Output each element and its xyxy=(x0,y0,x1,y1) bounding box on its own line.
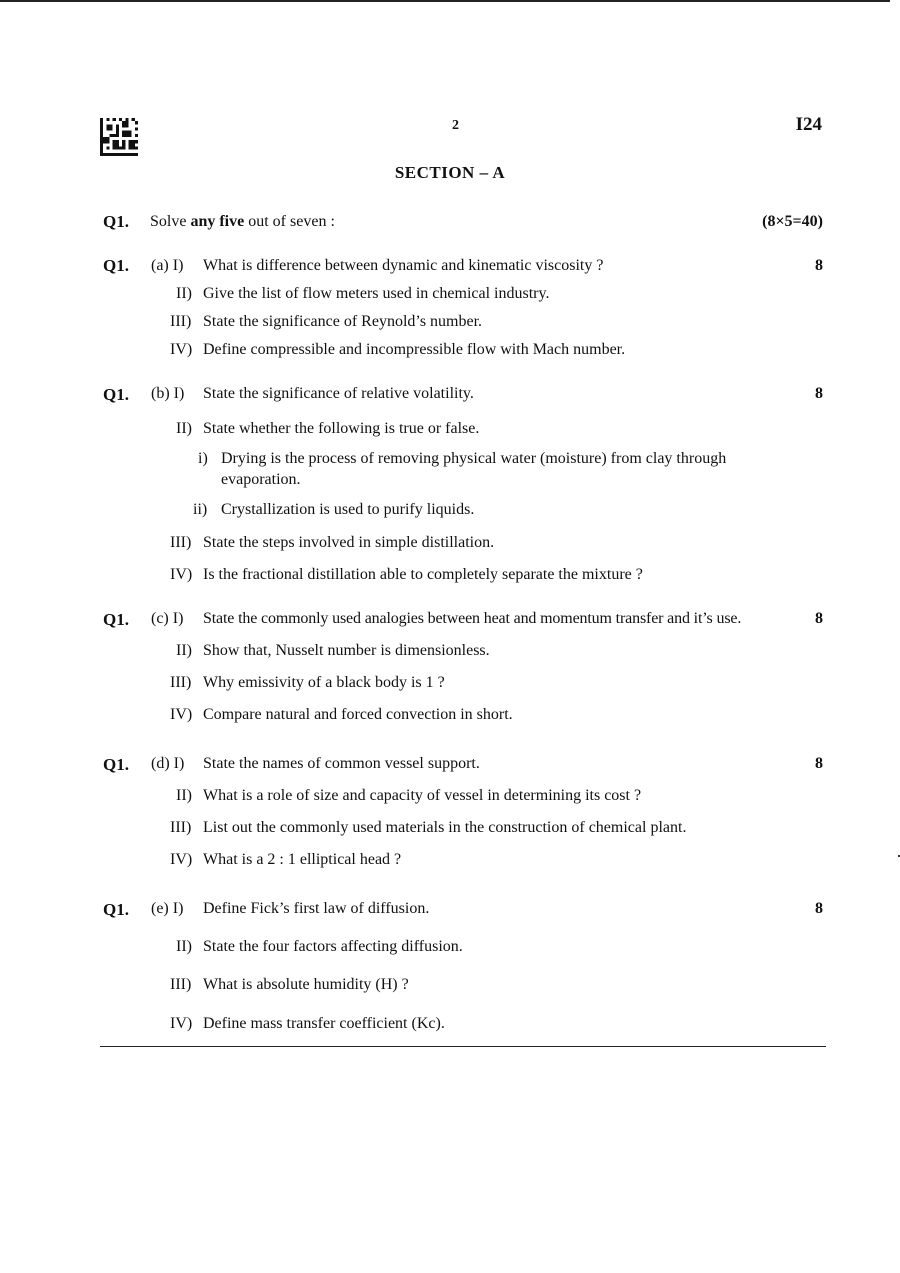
item-text: What is absolute humidity (H) ? xyxy=(203,976,409,993)
item-text: State the steps involved in simple distillation. xyxy=(203,534,495,551)
item-text: Why emissivity of a black body is 1 ? xyxy=(203,674,445,691)
item-text: State the significance of Reynold’s number. xyxy=(203,313,483,330)
item-label: III) xyxy=(170,819,192,836)
item-label: II) xyxy=(176,787,192,804)
question-marks: 8 xyxy=(815,257,823,274)
item-label: IV) xyxy=(170,341,193,358)
item-text: What is a 2 : 1 elliptical head ? xyxy=(203,851,402,868)
bottom-rule xyxy=(100,1046,826,1047)
paper-code: I24 xyxy=(795,114,822,135)
question-marks: 8 xyxy=(815,385,823,402)
top-rule xyxy=(0,0,890,2)
item-label: IV) xyxy=(170,851,193,868)
item-text: Is the fractional distillation able to completely separate the mixture ? xyxy=(203,566,643,583)
item-label: II) xyxy=(176,285,192,302)
question-number: Q1. xyxy=(103,385,129,404)
item-label: (e) I) xyxy=(151,900,184,917)
item-text: State the four factors affecting diffusion. xyxy=(203,938,463,955)
item-label: (a) I) xyxy=(151,257,184,274)
item-text: State the names of common vessel support. xyxy=(203,755,480,772)
item-label: III) xyxy=(170,534,192,551)
question-number: Q1. xyxy=(103,256,129,275)
instruction-text: Solve any five out of seven : xyxy=(150,213,335,230)
question-marks: 8 xyxy=(815,755,823,772)
item-label: III) xyxy=(170,976,192,993)
datamatrix-code-icon xyxy=(100,118,138,156)
item-label: II) xyxy=(176,938,192,955)
item-label: III) xyxy=(170,313,192,330)
item-label: (b) I) xyxy=(151,385,185,402)
item-text: List out the commonly used materials in the construction of chemical plant. xyxy=(203,819,687,836)
item-text: Define compressible and incompressible flow with Mach number. xyxy=(203,341,626,358)
sub-item-label: i) xyxy=(198,450,208,467)
question-number: Q1. xyxy=(103,610,129,629)
item-label: II) xyxy=(176,642,192,659)
item-text: State whether the following is true or false. xyxy=(203,420,480,437)
item-text: Define Fick’s first law of diffusion. xyxy=(203,900,430,917)
question-number: Q1. xyxy=(103,755,129,774)
item-text: State the significance of relative volatility. xyxy=(203,385,474,402)
page-number: 2 xyxy=(452,118,459,133)
item-text: Show that, Nusselt number is dimensionless. xyxy=(203,642,490,659)
sub-item-label: ii) xyxy=(193,501,208,518)
section-title: SECTION – A xyxy=(394,163,506,182)
item-label: (d) I) xyxy=(151,755,185,772)
question-marks: 8 xyxy=(815,900,823,917)
question-number: Q1. xyxy=(103,900,129,919)
total-marks: (8×5=40) xyxy=(762,213,823,230)
item-text: Compare natural and forced convection in short. xyxy=(203,706,513,723)
item-label: III) xyxy=(170,674,192,691)
item-label: II) xyxy=(176,420,192,437)
item-text: State the commonly used analogies between heat and momentum transfer and it’s use. xyxy=(203,610,742,627)
sub-item-text: Crystallization is used to purify liquids. xyxy=(221,501,475,518)
item-label: (c) I) xyxy=(151,610,184,627)
item-text: Define mass transfer coefficient (Kc). xyxy=(203,1015,445,1032)
item-label: IV) xyxy=(170,566,193,583)
item-text: Give the list of flow meters used in chemical industry. xyxy=(203,285,550,302)
item-text: What is difference between dynamic and kinematic viscosity ? xyxy=(203,257,604,274)
question-marks: 8 xyxy=(815,610,823,627)
item-text: What is a role of size and capacity of vessel in determining its cost ? xyxy=(203,787,642,804)
sub-item-text-continued: evaporation. xyxy=(221,471,301,488)
sub-item-text: Drying is the process of removing physical water (moisture) from clay through xyxy=(221,450,727,467)
question-number: Q1. xyxy=(103,212,129,231)
item-label: IV) xyxy=(170,706,193,723)
item-label: IV) xyxy=(170,1015,193,1032)
